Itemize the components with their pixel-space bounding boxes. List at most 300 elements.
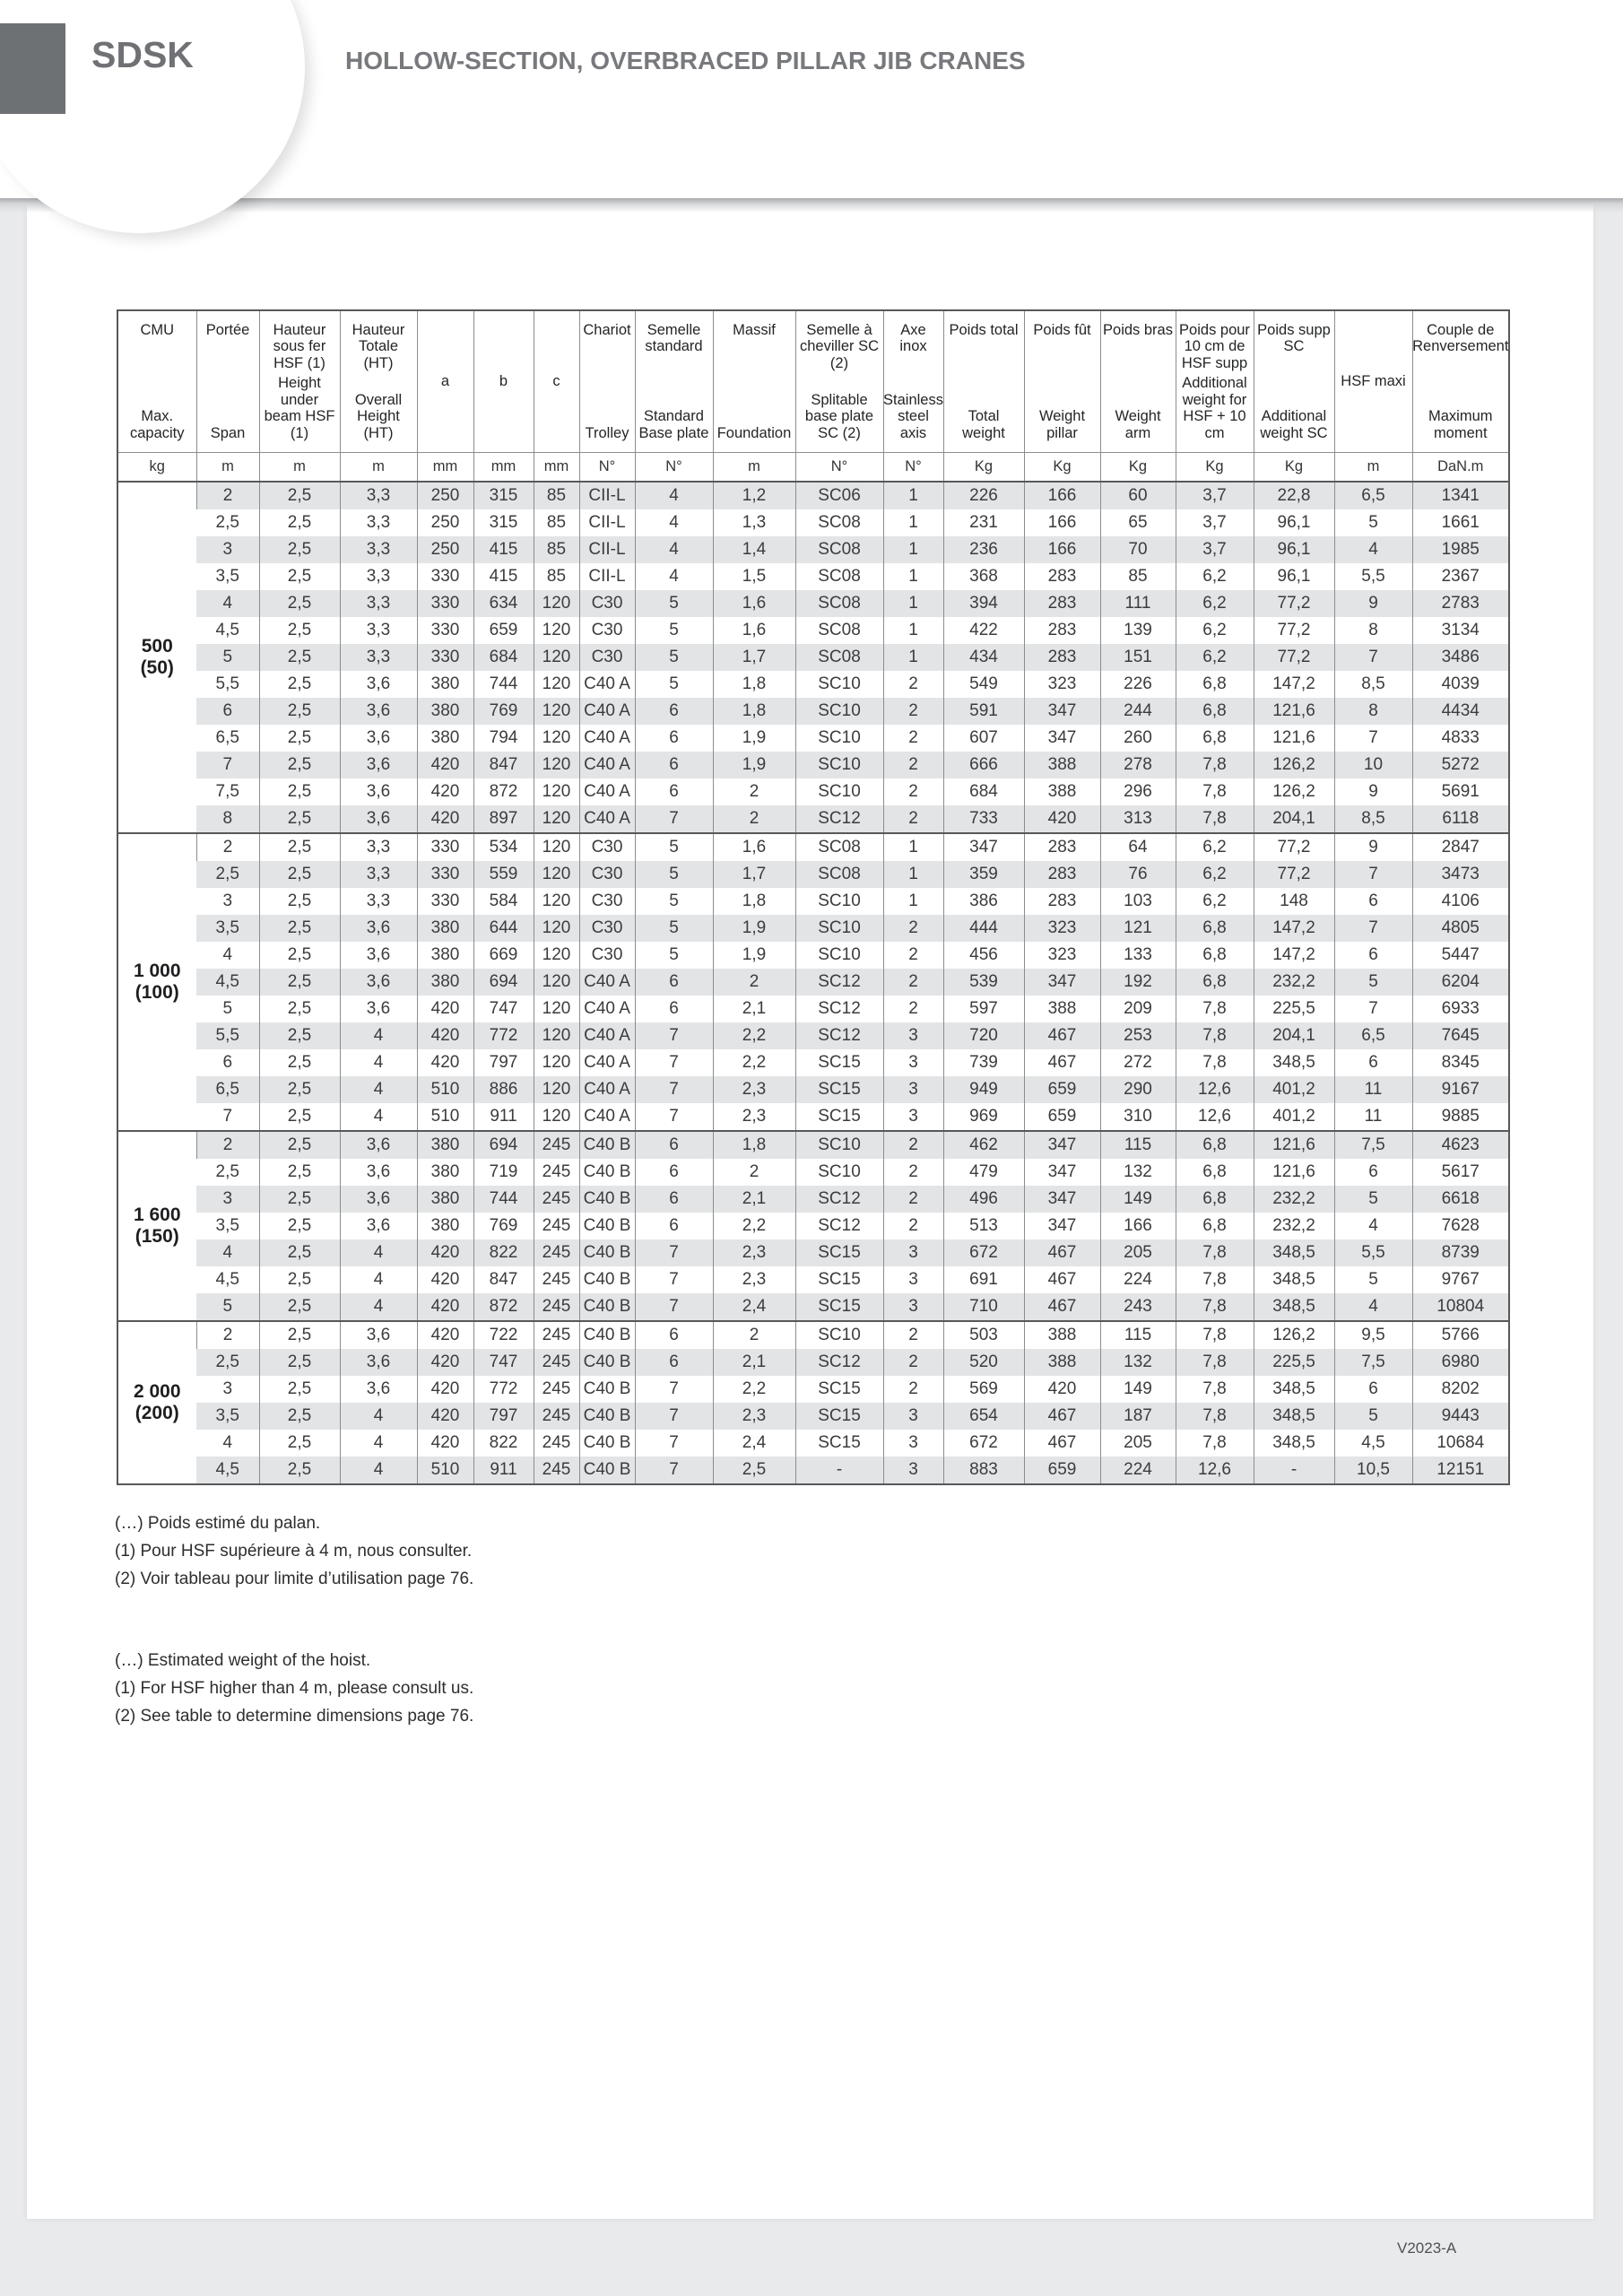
spec-cell: 3,3 — [340, 888, 417, 915]
spec-cell: 85 — [534, 536, 579, 563]
spec-cell: 467 — [1024, 1430, 1100, 1457]
spec-cell: 559 — [473, 861, 534, 888]
spec-row — [117, 1049, 1509, 1076]
spec-cell: 7 — [635, 1293, 713, 1321]
spec-cell: 6618 — [1412, 1186, 1509, 1213]
spec-cell: 1 — [883, 833, 943, 861]
spec-cell: 121 — [1100, 915, 1176, 942]
spec-cell: 7 — [1334, 915, 1412, 942]
column-header-8 — [635, 310, 713, 453]
spec-cell: C40 B — [579, 1376, 635, 1403]
spec-cell: 4039 — [1412, 671, 1509, 698]
spec-cell: 7 — [635, 805, 713, 833]
spec-cell: C40 B — [579, 1159, 635, 1186]
spec-cell: 245 — [534, 1159, 579, 1186]
spec-cell: 7,8 — [1176, 1321, 1254, 1349]
spec-cell: 2,5 — [259, 805, 340, 833]
spec-cell: 1,7 — [713, 644, 795, 671]
spec-cell: 245 — [534, 1239, 579, 1266]
spec-cell: 6 — [635, 778, 713, 805]
spec-cell: 380 — [417, 725, 473, 752]
spec-cell: 6,8 — [1176, 1159, 1254, 1186]
spec-cell: 2 — [883, 671, 943, 698]
spec-cell: 2,5 — [259, 1186, 340, 1213]
spec-cell: 8202 — [1412, 1376, 1509, 1403]
spec-cell: 420 — [417, 1349, 473, 1376]
spec-row — [117, 1103, 1509, 1131]
spec-cell: 2 — [883, 1349, 943, 1376]
spec-cell: 720 — [943, 1022, 1024, 1049]
spec-cell: 8 — [196, 805, 259, 833]
spec-cell: C40 A — [579, 805, 635, 833]
spec-cell: 672 — [943, 1239, 1024, 1266]
spec-cell: 2 — [713, 805, 795, 833]
spec-cell: 7,8 — [1176, 1049, 1254, 1076]
spec-cell: 3,6 — [340, 725, 417, 752]
spec-cell: 147,2 — [1254, 671, 1334, 698]
spec-cell: 1,7 — [713, 861, 795, 888]
spec-cell: 3,6 — [340, 969, 417, 996]
spec-cell: C40 B — [579, 1213, 635, 1239]
column-label-en: Splitable base plate SC (2) — [804, 391, 874, 441]
spec-cell: 420 — [417, 778, 473, 805]
spec-cell: C40 A — [579, 1022, 635, 1049]
spec-cell: 6 — [635, 1213, 713, 1239]
spec-cell: 120 — [534, 725, 579, 752]
spec-cell: 187 — [1100, 1403, 1176, 1430]
spec-cell: 2,1 — [713, 1186, 795, 1213]
spec-cell: 420 — [417, 1049, 473, 1076]
spec-cell: 250 — [417, 509, 473, 536]
unit-cell-18: DaN.m — [1412, 453, 1509, 483]
spec-cell: 659 — [1024, 1076, 1100, 1103]
spec-cell: 3 — [883, 1239, 943, 1266]
spec-cell: 1 — [883, 590, 943, 617]
unit-row — [117, 453, 1509, 483]
spec-cell: 121,6 — [1254, 698, 1334, 725]
spec-cell: C40 A — [579, 752, 635, 778]
spec-cell: 2 — [883, 969, 943, 996]
spec-cell: 2,5 — [259, 671, 340, 698]
spec-cell: 290 — [1100, 1076, 1176, 1103]
spec-cell: 7 — [635, 1103, 713, 1131]
spec-cell: 330 — [417, 861, 473, 888]
column-label-fr: Poids fût — [1033, 322, 1091, 338]
spec-cell: C40 B — [579, 1349, 635, 1376]
spec-cell: C40 B — [579, 1131, 635, 1159]
spec-cell: 7,8 — [1176, 1293, 1254, 1321]
spec-cell: 420 — [1024, 805, 1100, 833]
spec-cell: 1 — [883, 563, 943, 590]
spec-cell: 6,8 — [1176, 698, 1254, 725]
column-header-11 — [883, 310, 943, 453]
column-label-en: Maximum moment — [1428, 408, 1493, 441]
spec-cell: 283 — [1024, 833, 1100, 861]
spec-cell: 347 — [1024, 1131, 1100, 1159]
column-label-en: Max. capacity — [129, 408, 185, 441]
spec-cell: 3,6 — [340, 1186, 417, 1213]
spec-cell: 5,5 — [215, 674, 239, 693]
unit-cell-1: m — [196, 453, 259, 483]
spec-cell: C30 — [579, 861, 635, 888]
spec-cell: 10,5 — [1334, 1457, 1412, 1484]
spec-cell: 420 — [417, 1266, 473, 1293]
spec-cell: 151 — [1100, 644, 1176, 671]
spec-cell: 2 — [196, 482, 259, 509]
spec-cell: 4 — [340, 1022, 417, 1049]
spec-cell: 6 — [635, 725, 713, 752]
spec-cell: 313 — [1100, 805, 1176, 833]
spec-cell: 1,8 — [713, 1131, 795, 1159]
spec-cell: 467 — [1024, 1022, 1100, 1049]
spec-cell: C40 B — [579, 1321, 635, 1349]
spec-cell: 323 — [1024, 671, 1100, 698]
spec-row — [117, 1430, 1509, 1457]
spec-cell: 415 — [473, 563, 534, 590]
spec-cell: 3,7 — [1176, 536, 1254, 563]
column-label-en: Weight arm — [1115, 408, 1161, 441]
spec-cell: 4,5 — [215, 621, 239, 639]
spec-cell: 2,5 — [259, 563, 340, 590]
spec-cell: SC15 — [795, 1403, 883, 1430]
column-label-en: Span — [210, 424, 246, 441]
spec-cell: 2367 — [1412, 563, 1509, 590]
spec-cell: 3,6 — [340, 942, 417, 969]
column-label-fr: CMU — [140, 322, 175, 338]
spec-cell: 422 — [943, 617, 1024, 644]
spec-cell: 4 — [635, 536, 713, 563]
spec-cell: 1,4 — [713, 536, 795, 563]
spec-cell: 85 — [534, 482, 579, 509]
spec-cell: C30 — [579, 833, 635, 861]
spec-cell: C40 A — [579, 996, 635, 1022]
spec-cell: 4 — [1334, 536, 1412, 563]
spec-cell: 911 — [473, 1103, 534, 1131]
spec-cell: 2,4 — [713, 1293, 795, 1321]
spec-cell: C40 B — [579, 1430, 635, 1457]
spec-cell: 3,3 — [340, 617, 417, 644]
spec-cell: 659 — [473, 617, 534, 644]
spec-cell: C30 — [579, 888, 635, 915]
spec-cell: 7 — [635, 1403, 713, 1430]
spec-cell: 520 — [943, 1349, 1024, 1376]
spec-cell: 243 — [1100, 1293, 1176, 1321]
spec-cell: 2,5 — [259, 1457, 340, 1484]
spec-cell: C30 — [579, 942, 635, 969]
spec-cell: 6118 — [1412, 805, 1509, 833]
spec-cell: 236 — [943, 536, 1024, 563]
spec-cell: 245 — [534, 1266, 579, 1293]
spec-cell: 6,5 — [215, 728, 239, 747]
spec-cell: 315 — [473, 482, 534, 509]
spec-cell: 401,2 — [1254, 1103, 1334, 1131]
spec-cell: SC08 — [795, 617, 883, 644]
spec-cell: 85 — [1100, 563, 1176, 590]
spec-cell: 7 — [1334, 861, 1412, 888]
footnote-en-1: (…) Estimated weight of the hoist. — [115, 1651, 371, 1670]
spec-cell: 6 — [635, 1321, 713, 1349]
spec-cell: 2,3 — [713, 1239, 795, 1266]
spec-cell: 2,5 — [259, 1293, 340, 1321]
spec-cell: 2,5 — [259, 1022, 340, 1049]
spec-cell: 822 — [473, 1430, 534, 1457]
spec-cell: 359 — [943, 861, 1024, 888]
spec-cell: 12,6 — [1176, 1076, 1254, 1103]
spec-cell: 6,2 — [1176, 590, 1254, 617]
spec-cell: 6,2 — [1176, 833, 1254, 861]
spec-cell: 245 — [534, 1293, 579, 1321]
spec-cell: 3 — [883, 1403, 943, 1430]
column-header-14 — [1100, 310, 1176, 453]
spec-cell: 739 — [943, 1049, 1024, 1076]
spec-cell: 2 — [196, 1131, 259, 1159]
spec-cell: 6 — [635, 996, 713, 1022]
spec-cell: 120 — [534, 644, 579, 671]
spec-cell: 2,3 — [713, 1266, 795, 1293]
spec-row — [117, 698, 1509, 725]
spec-cell: 2,5 — [196, 1349, 259, 1376]
spec-cell: 5766 — [1412, 1321, 1509, 1349]
spec-cell: 694 — [473, 1131, 534, 1159]
spec-row — [117, 1022, 1509, 1049]
spec-cell: 747 — [473, 996, 534, 1022]
spec-cell: 2,5 — [259, 725, 340, 752]
spec-cell: 6,2 — [1176, 644, 1254, 671]
spec-cell: 9 — [1334, 590, 1412, 617]
column-header-18 — [1412, 310, 1509, 453]
spec-cell: 6,8 — [1176, 671, 1254, 698]
spec-cell: 323 — [1024, 915, 1100, 942]
spec-cell: 120 — [534, 590, 579, 617]
spec-cell: 1,9 — [713, 725, 795, 752]
spec-cell: 3 — [883, 1103, 943, 1131]
column-label-en: Total weight — [962, 408, 1005, 441]
spec-cell: C40 B — [579, 1186, 635, 1213]
spec-cell: 7 — [635, 1049, 713, 1076]
spec-cell: 1,9 — [713, 942, 795, 969]
spec-cell: 7,8 — [1176, 996, 1254, 1022]
column-label-en: Additional weight SC — [1260, 408, 1328, 441]
spec-row — [117, 752, 1509, 778]
column-header-10 — [795, 310, 883, 453]
spec-cell: 6 — [1334, 1049, 1412, 1076]
spec-cell: 347 — [1024, 1159, 1100, 1186]
spec-cell: 147,2 — [1254, 915, 1334, 942]
spec-cell: SC15 — [795, 1239, 883, 1266]
spec-cell: 2,5 — [259, 1049, 340, 1076]
spec-cell: 4434 — [1412, 698, 1509, 725]
spec-cell: 120 — [534, 1076, 579, 1103]
spec-cell: 209 — [1100, 996, 1176, 1022]
spec-cell: 388 — [1024, 1321, 1100, 1349]
spec-cell: 9 — [1334, 778, 1412, 805]
spec-cell: 5272 — [1412, 752, 1509, 778]
spec-row — [117, 915, 1509, 942]
spec-cell: 434 — [943, 644, 1024, 671]
spec-row — [117, 617, 1509, 644]
spec-cell: 7 — [222, 1107, 233, 1126]
spec-cell: 149 — [1100, 1376, 1176, 1403]
spec-cell: 6 — [196, 698, 259, 725]
spec-cell: 388 — [1024, 1349, 1100, 1376]
column-label-fr: Chariot — [583, 322, 631, 338]
spec-cell: 132 — [1100, 1159, 1176, 1186]
unit-cell-0: kg — [117, 453, 196, 483]
spec-cell: 3,3 — [340, 482, 417, 509]
column-header-row — [117, 310, 1509, 453]
spec-row — [117, 969, 1509, 996]
spec-cell: 70 — [1100, 536, 1176, 563]
unit-cell-7: N° — [579, 453, 635, 483]
spec-cell: 10 — [1334, 752, 1412, 778]
spec-cell: 204,1 — [1254, 1022, 1334, 1049]
spec-cell: 2 — [883, 996, 943, 1022]
unit-cell-10: N° — [795, 453, 883, 483]
column-label-fr: Poids pour 10 cm de HSF supp — [1179, 322, 1250, 371]
spec-cell: 231 — [943, 509, 1024, 536]
spec-cell: 747 — [473, 1349, 534, 1376]
spec-cell: 245 — [534, 1430, 579, 1457]
spec-cell: 496 — [943, 1186, 1024, 1213]
spec-cell: 348,5 — [1254, 1266, 1334, 1293]
column-label-fr: a — [440, 373, 450, 390]
column-label-fr: c — [552, 373, 560, 390]
spec-cell: 225,5 — [1254, 1349, 1334, 1376]
spec-cell: 77,2 — [1254, 644, 1334, 671]
spec-cell: SC12 — [795, 1186, 883, 1213]
spec-cell: 2,5 — [215, 1162, 239, 1181]
spec-row — [117, 1186, 1509, 1213]
spec-cell: 2,3 — [713, 1403, 795, 1430]
spec-cell: 847 — [473, 1266, 534, 1293]
spec-cell: 847 — [473, 752, 534, 778]
spec-cell: 6 — [1334, 888, 1412, 915]
spec-cell: 3,6 — [340, 915, 417, 942]
spec-cell: 6 — [1334, 942, 1412, 969]
spec-row — [117, 1321, 1509, 1349]
column-label-fr: Couple de Renversement — [1412, 322, 1509, 355]
spec-cell: SC12 — [795, 969, 883, 996]
spec-cell: SC08 — [795, 590, 883, 617]
spec-cell: 121,6 — [1254, 1131, 1334, 1159]
spec-cell: 5 — [635, 671, 713, 698]
column-label-en: Additional weight for HSF + 10 cm — [1182, 375, 1247, 441]
spec-cell: 22,8 — [1254, 482, 1334, 509]
spec-cell: 120 — [534, 833, 579, 861]
spec-cell: 3,7 — [1176, 482, 1254, 509]
spec-cell: 2 — [883, 778, 943, 805]
spec-cell: 4 — [222, 1433, 233, 1452]
spec-row — [117, 1403, 1509, 1430]
spec-cell: 3,6 — [340, 805, 417, 833]
spec-cell: 7 — [1334, 644, 1412, 671]
spec-cell: 744 — [473, 1186, 534, 1213]
spec-cell: 467 — [1024, 1403, 1100, 1430]
spec-cell: 139 — [1100, 617, 1176, 644]
spec-cell: 388 — [1024, 752, 1100, 778]
spec-cell: 666 — [943, 752, 1024, 778]
unit-cell-5: mm — [473, 453, 534, 483]
spec-cell: 822 — [473, 1239, 534, 1266]
spec-cell: C30 — [579, 590, 635, 617]
spec-cell: 7,8 — [1176, 778, 1254, 805]
spec-cell: 1,9 — [713, 752, 795, 778]
spec-cell: 380 — [417, 1159, 473, 1186]
spec-cell: 4 — [340, 1049, 417, 1076]
spec-cell: 2,5 — [259, 509, 340, 536]
spec-cell: 3 — [883, 1049, 943, 1076]
spec-cell: SC10 — [795, 671, 883, 698]
spec-cell: 120 — [534, 969, 579, 996]
spec-cell: 250 — [417, 482, 473, 509]
spec-cell: 347 — [1024, 1213, 1100, 1239]
spec-row — [117, 1293, 1509, 1321]
spec-cell: 205 — [1100, 1239, 1176, 1266]
spec-cell: 120 — [534, 861, 579, 888]
column-header-7 — [579, 310, 635, 453]
spec-cell: 2,2 — [713, 1022, 795, 1049]
spec-cell: SC15 — [795, 1049, 883, 1076]
spec-cell: 205 — [1100, 1430, 1176, 1457]
spec-cell: 669 — [473, 942, 534, 969]
spec-cell: 260 — [1100, 725, 1176, 752]
spec-cell: 5 — [635, 888, 713, 915]
unit-cell-15: Kg — [1176, 453, 1254, 483]
spec-cell: 6,2 — [1176, 617, 1254, 644]
spec-cell: 2 — [883, 942, 943, 969]
footnote-fr-2: (1) Pour HSF supérieure à 4 m, nous consulter. — [115, 1542, 473, 1561]
spec-cell: 744 — [473, 671, 534, 698]
spec-cell: C30 — [579, 915, 635, 942]
spec-cell: 1985 — [1412, 536, 1509, 563]
spec-cell: C40 A — [579, 1076, 635, 1103]
spec-cell: 2,4 — [713, 1430, 795, 1457]
column-label-fr: Poids bras — [1103, 322, 1173, 338]
corner-accent-square — [0, 23, 65, 114]
spec-cell: CII-L — [579, 563, 635, 590]
spec-cell: 2,2 — [713, 1049, 795, 1076]
spec-cell: 283 — [1024, 888, 1100, 915]
spec-cell: 4833 — [1412, 725, 1509, 752]
spec-cell: 7,8 — [1176, 1349, 1254, 1376]
spec-cell: 2 — [883, 1213, 943, 1239]
spec-cell: 5 — [1334, 509, 1412, 536]
spec-cell: 120 — [534, 617, 579, 644]
spec-cell: 710 — [943, 1293, 1024, 1321]
spec-cell: 77,2 — [1254, 590, 1334, 617]
spec-cell: 283 — [1024, 590, 1100, 617]
spec-cell: 380 — [417, 942, 473, 969]
spec-cell: 415 — [473, 536, 534, 563]
spec-row — [117, 888, 1509, 915]
spec-cell: 569 — [943, 1376, 1024, 1403]
spec-table-body — [117, 482, 1509, 1484]
spec-cell: 597 — [943, 996, 1024, 1022]
spec-cell: 3,3 — [340, 590, 417, 617]
spec-cell: 5 — [1334, 1403, 1412, 1430]
spec-cell: 148 — [1254, 888, 1334, 915]
spec-cell: 253 — [1100, 1022, 1176, 1049]
spec-cell: 420 — [417, 752, 473, 778]
spec-cell: 6 — [635, 969, 713, 996]
spec-cell: 2,1 — [713, 996, 795, 1022]
spec-cell: 401,2 — [1254, 1076, 1334, 1103]
unit-cell-16: Kg — [1254, 453, 1334, 483]
spec-cell: 420 — [1024, 1376, 1100, 1403]
spec-cell: 149 — [1100, 1186, 1176, 1213]
spec-cell: 1,6 — [713, 833, 795, 861]
spec-cell: 348,5 — [1254, 1376, 1334, 1403]
